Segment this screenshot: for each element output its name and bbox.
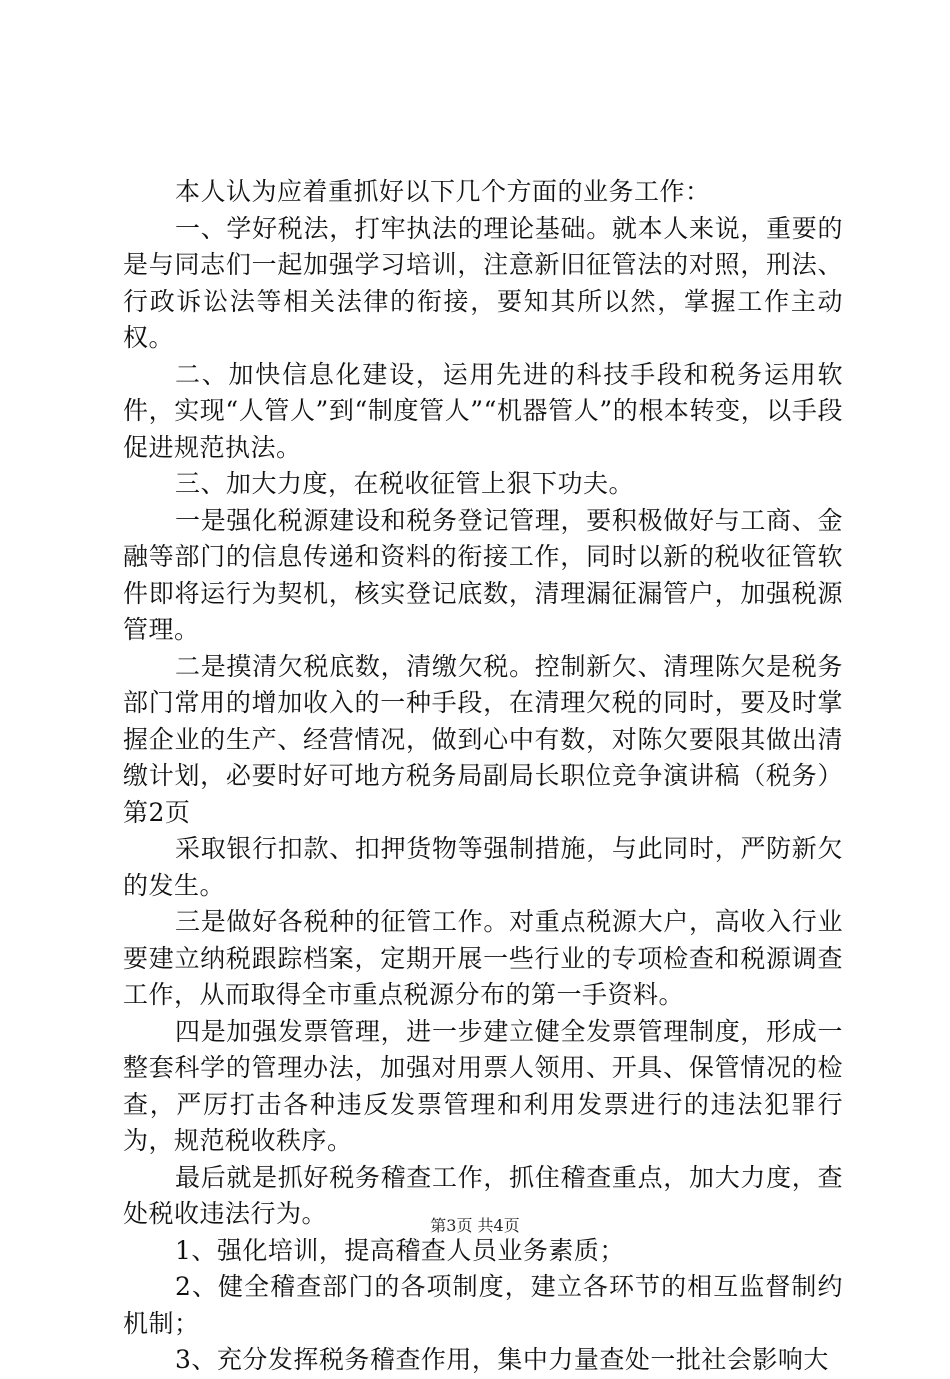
paragraph-intro: 本人认为应着重抓好以下几个方面的业务工作： bbox=[175, 177, 711, 206]
paragraph-inspection-item-2: 2、健全稽查部门的各项制度，建立各环节的相互监督制约机制； bbox=[123, 1272, 843, 1338]
paragraph-subpoint-2: 二是摸清欠税底数，清缴欠税。控制新欠、清理陈欠是税务部门常用的增加收入的一种手段，在清理欠税的同时，要及时掌握企业的生产、经营情况，做到心中有数，对陈欠要限其做出清缴计划，必要时好可地方税务局副局长职位竞争演讲稿（税务）第2页 bbox=[123, 651, 843, 827]
paragraph-subpoint-2-continued: 采取银行扣款、扣押货物等强制措施，与此同时，严防新欠的发生。 bbox=[123, 834, 843, 900]
paragraph-inspection-item-3: 3、充分发挥税务稽查作用，集中力量查处一批社会影响大 bbox=[175, 1345, 829, 1374]
paragraph-point-3: 三、加大力度，在税收征管上狠下功夫。 bbox=[175, 469, 635, 498]
paragraph-subpoint-1: 一是强化税源建设和税务登记管理，要积极做好与工商、金融等部门的信息传递和资料的衔接工作，同时以新的税收征管软件即将运行为契机，核实登记底数，清理漏征漏管户，加强税源管理。 bbox=[123, 505, 843, 644]
paragraph-point-1: 一、学好税法，打牢执法的理论基础。就本人来说，重要的是与同志们一起加强学习培训，注意新旧征管法的对照，刑法、行政诉讼法等相关法律的衔接，要知其所以然，掌握工作主动权。 bbox=[123, 213, 843, 352]
paragraph-subpoint-3: 三是做好各税种的征管工作。对重点税源大户，高收入行业要建立纳税跟踪档案，定期开展一些行业的专项检查和税源调查工作，从而取得全市重点税源分布的第一手资料。 bbox=[123, 907, 843, 1009]
paragraph-subpoint-4: 四是加强发票管理，进一步建立健全发票管理制度，形成一整套科学的管理办法，加强对用票人领用、开具、保管情况的检查，严厉打击各种违反发票管理和利用发票进行的违法犯罪行为，规范税收秩序。 bbox=[123, 1016, 843, 1155]
paragraph-point-2: 二、加快信息化建设，运用先进的科技手段和税务运用软件，实现“人管人”到“制度管人”“机器管人”的根本转变，以手段促进规范执法。 bbox=[123, 359, 843, 462]
paragraph-inspection-item-1: 1、强化培训，提高稽查人员业务素质； bbox=[175, 1235, 625, 1265]
paragraph-inspection: 最后就是抓好税务稽查工作，抓住稽查重点，加大力度，查处税收违法行为。 bbox=[123, 1162, 843, 1228]
page-footer: 第3页 共4页 bbox=[430, 1216, 520, 1235]
document-body bbox=[123, 174, 843, 1379]
